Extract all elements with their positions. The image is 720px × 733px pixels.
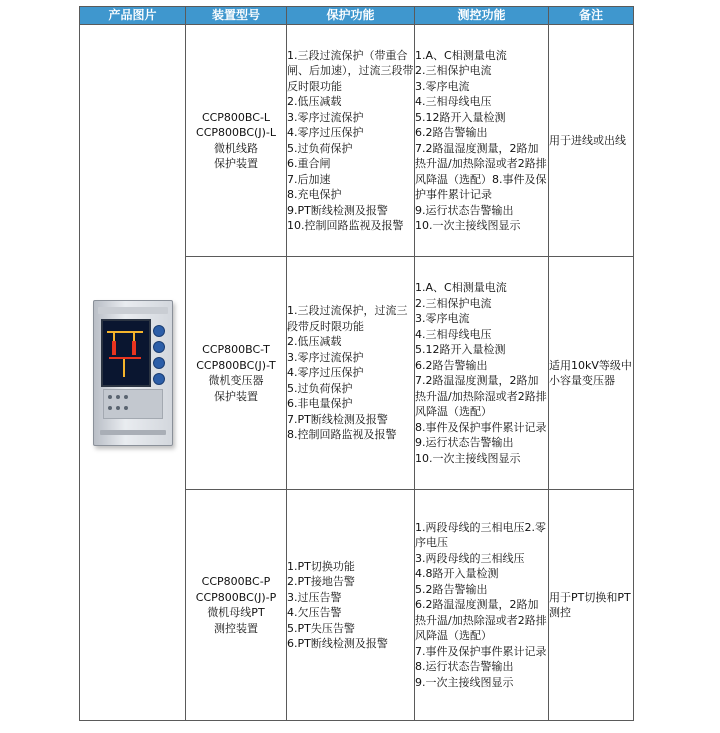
list-item: 2.PT接地告警 — [287, 575, 355, 588]
header-product-image: 产品图片 — [80, 7, 186, 25]
list-item: 10.一次主接线图显示 — [415, 219, 521, 232]
header-protection-functions: 保护功能 — [287, 7, 415, 25]
model-code: CCP800BC-T — [202, 343, 270, 356]
list-item: 6.2路告警输出 — [415, 358, 488, 372]
list-item: 6.非电量保护 — [287, 397, 353, 411]
list-item: 5.过负荷保护 — [287, 141, 353, 155]
protection-functions-cell — [287, 25, 415, 257]
protection-device-image — [93, 300, 173, 446]
remark-cell: 用于进线或出线 — [549, 25, 634, 257]
list-item: 1.两段母线的三相电压2.零序电压 — [415, 520, 546, 550]
list-item: 9.一次主接线图显示 — [415, 675, 514, 689]
table-row — [80, 25, 634, 257]
remark-cell: 用于PT切换和PT测控 — [549, 490, 634, 721]
device-lcd-screen — [101, 319, 151, 387]
list-item: 7.2路温湿度测量，2路加热升温/加热除湿或者2路排风降温（选配）8.事件及保护事件累计记录 — [415, 141, 547, 201]
model-code: CCP800BC-L — [201, 110, 271, 124]
list-item: 8.控制回路监视及报警 — [287, 428, 397, 442]
model-cell — [186, 490, 287, 721]
control-functions-cell — [415, 25, 549, 257]
device-nameplate — [98, 307, 168, 314]
list-item: 3.零序电流 — [415, 79, 470, 93]
model-description: 保护装置 — [214, 389, 258, 403]
protection-functions-cell — [287, 490, 415, 721]
list-item: 5.PT失压告警 — [287, 621, 355, 635]
model-description: 微机变压器 — [208, 374, 264, 387]
model-description: 测控装置 — [214, 621, 258, 635]
list-item: 10.一次主接线图显示 — [415, 451, 521, 465]
model-cell — [186, 25, 287, 257]
device-indicator-panel — [103, 389, 163, 419]
model-cell — [186, 257, 287, 490]
model-code: CCP800BC-P — [201, 575, 271, 588]
list-item: 2.低压减载 — [287, 95, 342, 108]
list-item: 3.零序过流保护 — [287, 350, 364, 364]
list-item: 4.三相母线电压 — [415, 95, 492, 108]
control-functions-cell — [415, 257, 549, 490]
list-item: 10.控制回路监视及报警 — [287, 219, 404, 232]
list-item: 6.PT断线检测及报警 — [287, 637, 388, 650]
model-description: 微机母线PT — [207, 606, 265, 619]
list-item: 1.三段过流保护（带重合闸、后加速），过流三段带反时限功能 — [287, 48, 414, 93]
list-item: 5.过负荷保护 — [287, 381, 353, 395]
list-item: 4.三相母线电压 — [415, 327, 492, 341]
list-item: 8.事件及保护事件累计记录 — [415, 420, 547, 434]
list-item: 9.运行状态告警输出 — [415, 436, 514, 449]
list-item: 3.两段母线的三相线压 — [415, 551, 525, 565]
device-base — [100, 430, 166, 435]
list-item: 2.低压减载 — [287, 335, 342, 349]
list-item: 8.运行状态告警输出 — [415, 660, 514, 674]
model-code: CCP800BC(J)-P — [195, 590, 277, 604]
list-item: 6.2路告警输出 — [415, 126, 488, 139]
list-item: 7.事件及保护事件累计记录 — [415, 644, 547, 658]
list-item: 8.充电保护 — [287, 188, 342, 201]
header-control-functions: 测控功能 — [415, 7, 549, 25]
list-item: 3.过压告警 — [287, 590, 342, 604]
list-item: 3.零序过流保护 — [287, 110, 364, 124]
list-item: 5.12路开入量检测 — [415, 110, 506, 124]
list-item: 6.2路温湿度测量，2路加热升温/加热除湿或者2路排风降温（选配） — [415, 598, 547, 643]
list-item: 9.运行状态告警输出 — [415, 203, 514, 217]
list-item: 1.A、C相测量电流 — [415, 48, 507, 62]
product-image-cell — [80, 25, 186, 721]
model-code: CCP800BC(J)-L — [196, 126, 276, 139]
list-item: 5.12路开入量检测 — [415, 343, 506, 356]
protection-functions-cell — [287, 257, 415, 490]
list-item: 1.三段过流保护，过流三段带反时限功能 — [287, 304, 408, 333]
model-description: 保护装置 — [214, 157, 258, 170]
model-description: 微机线路 — [214, 141, 258, 155]
header-remarks: 备注 — [549, 7, 634, 25]
product-spec-table — [79, 6, 634, 721]
list-item: 3.零序电流 — [415, 312, 470, 325]
table-header-row — [80, 7, 634, 25]
list-item: 7.后加速 — [287, 172, 331, 186]
list-item: 5.2路告警输出 — [415, 582, 488, 596]
list-item: 2.三相保护电流 — [415, 296, 492, 310]
list-item: 7.PT断线检测及报警 — [287, 412, 388, 426]
header-device-model: 装置型号 — [186, 7, 287, 25]
list-item: 4.零序过压保护 — [287, 366, 364, 380]
list-item: 4.零序过压保护 — [287, 126, 364, 139]
list-item: 4.8路开入量检测 — [415, 567, 499, 581]
remark-cell: 适用10kV等级中小容量变压器 — [549, 257, 634, 490]
device-keypad — [152, 325, 166, 389]
list-item: 1.PT切换功能 — [287, 559, 355, 573]
list-item: 1.A、C相测量电流 — [415, 281, 507, 294]
list-item: 9.PT断线检测及报警 — [287, 203, 388, 217]
control-functions-cell — [415, 490, 549, 721]
list-item: 4.欠压告警 — [287, 606, 342, 619]
model-code: CCP800BC(J)-T — [196, 358, 276, 372]
list-item: 6.重合闸 — [287, 157, 331, 170]
list-item: 2.三相保护电流 — [415, 64, 492, 77]
list-item: 7.2路温湿度测量，2路加热升温/加热除湿或者2路排风降温（选配） — [415, 374, 547, 418]
